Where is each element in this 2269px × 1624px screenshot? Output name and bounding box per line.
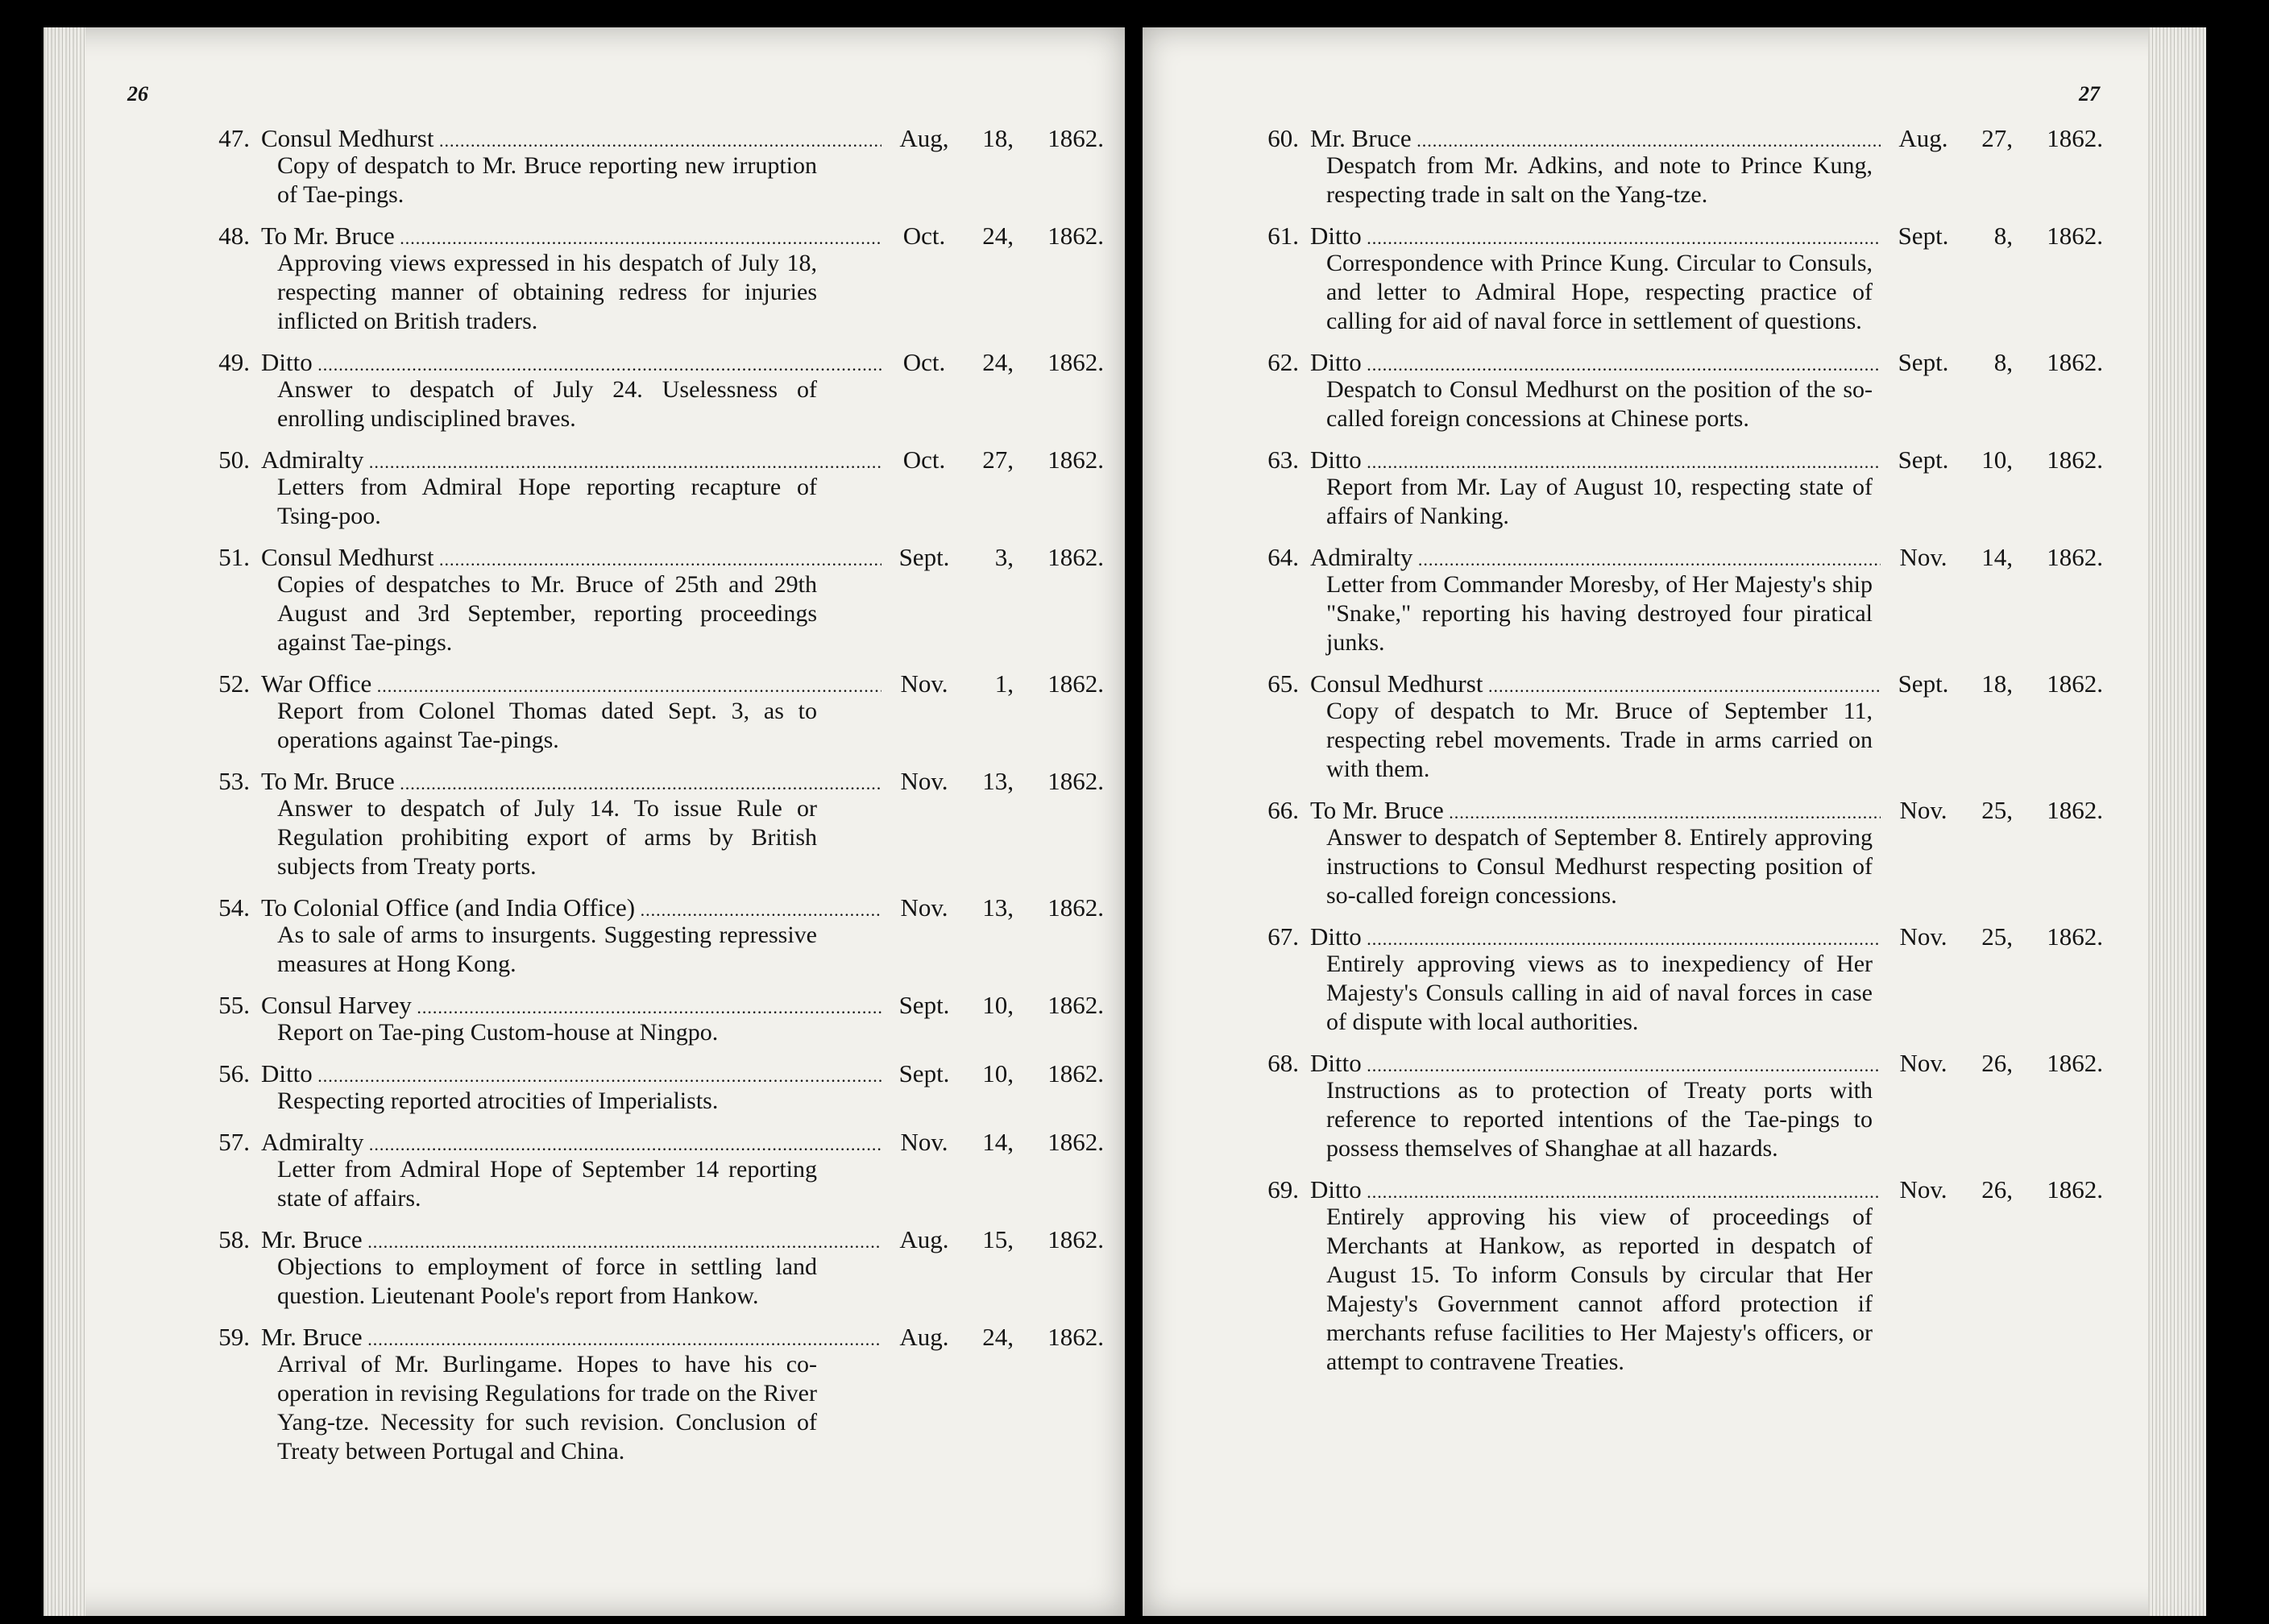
entry-title: To Mr. Bruce ..... [1310,796,1881,825]
entry-month: Nov. [1899,1175,1948,1204]
entry-date [881,1128,1104,1157]
entry-description: Answer to despatch of September 8. Entirely approving instructions to Consul Medhurst respecting position of so-called foreign concessions. [1326,824,1873,909]
entry-number: 66. [1267,796,1299,824]
entry-description: Objections to employment of force in settling land question. Lieutenant Poole's report from Hankow. [277,1253,817,1309]
entry-day: 25, [1981,922,2013,951]
entry-description: Report from Colonel Thomas dated Sept. 3, as to operations against Tae-pings. [277,698,817,753]
entry-month: Sept. [1898,222,1949,250]
entry-number: 54. [218,893,250,922]
entry-description: Arrival of Mr. Burlingame. Hopes to have his co-operation in revising Regulations for trade on the River Yang-tze. Necessity for such revision. Conclusion of Treaty between Portugal and China. [277,1351,817,1464]
entry-date [881,222,1104,251]
entry-year: 1862. [2047,124,2103,152]
entry-year: 1862. [1047,1059,1104,1088]
list-item [189,1128,1115,1213]
entry-year: 1862. [1047,543,1104,571]
left-page [44,27,1125,1616]
entry-month: Sept. [898,1059,950,1088]
entry-number: 53. [218,767,250,795]
entry-title: Consul Harvey ..... [261,991,881,1020]
entry-number: 51. [218,543,250,571]
entry-month: Aug. [899,1225,949,1253]
entry-list [189,124,1115,1478]
list-item [189,991,1115,1047]
entry-year: 1862. [2047,1175,2103,1204]
entry-year: 1862. [1047,1323,1104,1351]
list-item [1238,348,2148,433]
entry-date [881,445,1104,474]
entry-title: Ditto ..... [1310,445,1881,474]
entry-year: 1862. [1047,348,1104,376]
entry-month: Aug, [899,124,949,152]
entry-number: 49. [218,348,250,376]
entry-description: Despatch to Consul Medhurst on the position of the so-called foreign concessions at Chinese ports. [1326,376,1873,432]
list-item [189,124,1115,209]
entry-year: 1862. [2047,222,2103,250]
list-item [189,669,1115,755]
entry-title: To Mr. Bruce ..... [261,222,881,251]
entry-date [881,348,1104,377]
entry-number: 65. [1267,669,1299,698]
entry-description: Entirely approving views as to inexpediency of Her Majesty's Consuls calling in aid of naval forces in case of dispute with local authorities. [1326,951,1873,1035]
entry-number: 63. [1267,445,1299,474]
entry-day: 24, [982,348,1014,376]
list-item [1238,796,2148,910]
entry-day: 18, [1981,669,2013,698]
entry-day: 24, [982,222,1014,250]
entry-description: Entirely approving his view of proceedings of Merchants at Hankow, as reported in despatch of August 15. To inform Consuls by circular that Her Majesty's Government cannot afford protection if merchants refuse facilities to Her Majesty's officers, or attempt to contravene Treaties. [1326,1204,1873,1375]
entry-month: Oct. [902,222,946,250]
entry-month: Nov. [1899,1049,1948,1077]
entry-day: 10, [1981,445,2013,474]
entry-number: 69. [1267,1175,1299,1204]
entry-month: Nov. [1899,543,1948,571]
entry-date [881,767,1104,796]
entry-year: 1862. [2047,445,2103,474]
entry-title: Admiralty ..... [1310,543,1881,572]
list-item [189,1323,1115,1466]
entry-number: 55. [218,991,250,1019]
entry-date [1881,445,2103,474]
entry-day: 25, [1981,796,2013,824]
list-item [189,893,1115,979]
entry-day: 24, [982,1323,1014,1351]
entry-description: Answer to despatch of July 14. To issue Rule or Regulation prohibiting export of arms by British subjects from Treaty ports. [277,795,817,880]
entry-title: Consul Medhurst ..... [261,124,881,153]
entry-day: 10, [982,1059,1014,1088]
entry-year: 1862. [1047,991,1104,1019]
entry-number: 64. [1267,543,1299,571]
entry-title: Ditto ..... [1310,922,1881,951]
entry-date [1881,796,2103,825]
list-item [189,543,1115,657]
entry-day: 13, [982,767,1014,795]
entry-year: 1862. [1047,893,1104,922]
entry-year: 1862. [2047,922,2103,951]
entry-number: 56. [218,1059,250,1088]
entry-description: Approving views expressed in his despatch of July 18, respecting manner of obtaining redress for injuries inflicted on British traders. [277,250,817,334]
entry-date [1881,922,2103,951]
entry-year: 1862. [1047,669,1104,698]
entry-date [881,1225,1104,1254]
entry-day: 14, [1981,543,2013,571]
entry-description: Letters from Admiral Hope reporting recapture of Tsing-poo. [277,474,817,529]
entry-year: 1862. [2047,669,2103,698]
entry-day: 18, [982,124,1014,152]
entry-day: 27, [1981,124,2013,152]
entry-description: Report on Tae-ping Custom-house at Ningpo. [277,1019,719,1046]
entry-month: Aug. [899,1323,949,1351]
entry-date [881,1323,1104,1352]
entry-year: 1862. [1047,1128,1104,1156]
page-number: 27 [2079,82,2100,106]
entry-number: 50. [218,445,250,474]
entry-day: 14, [982,1128,1014,1156]
entry-date [1881,124,2103,153]
entry-date [881,669,1104,698]
entry-title: Ditto ..... [1310,1049,1881,1078]
entry-number: 68. [1267,1049,1299,1077]
list-item [1238,669,2148,784]
entry-title: War Office ..... [261,669,881,698]
entry-title: Mr. Bruce ..... [261,1323,881,1352]
entry-day: 1, [994,669,1014,698]
entry-date [1881,222,2103,251]
entry-description: Letter from Commander Moresby, of Her Majesty's ship "Snake," reporting his having destroyed four piratical junks. [1326,571,1873,656]
entry-date [881,543,1104,572]
entry-month: Sept. [1898,669,1949,698]
entry-title: Mr. Bruce ..... [261,1225,881,1254]
entry-description: Instructions as to protection of Treaty ports with reference to reported intentions of the Tae-pings to possess themselves of Shanghae at all hazards. [1326,1077,1873,1162]
entry-month: Oct. [902,445,946,474]
entry-year: 1862. [2047,348,2103,376]
entry-number: 52. [218,669,250,698]
list-item [1238,922,2148,1037]
right-page [1143,27,2206,1616]
list-item [189,767,1115,881]
list-item [189,222,1115,336]
entry-title: To Colonial Office (and India Office) ..... [261,893,881,922]
entry-number: 58. [218,1225,250,1253]
entry-month: Nov. [900,1128,948,1156]
entry-title: Ditto ..... [1310,348,1881,377]
entry-day: 13, [982,893,1014,922]
entry-year: 1862. [2047,796,2103,824]
entry-year: 1862. [2047,1049,2103,1077]
entry-description: Respecting reported atrocities of Imperialists. [277,1088,719,1114]
entry-list [1238,124,2148,1389]
list-item [189,1059,1115,1116]
entry-title: Ditto ..... [1310,1175,1881,1204]
entry-month: Nov. [1899,796,1948,824]
entry-date [1881,543,2103,572]
entry-month: Nov. [1899,922,1948,951]
entry-date [881,893,1104,922]
entry-month: Sept. [1898,445,1949,474]
entry-day: 8, [1993,348,2013,376]
entry-year: 1862. [1047,124,1104,152]
entry-date [881,124,1104,153]
entry-month: Nov. [900,669,948,698]
entry-title: Ditto ..... [261,348,881,377]
entry-year: 1862. [1047,222,1104,250]
entry-title: Ditto ..... [1310,222,1881,251]
entry-day: 26, [1981,1049,2013,1077]
entry-title: Consul Medhurst ..... [261,543,881,572]
entry-number: 57. [218,1128,250,1156]
entry-title: Admiralty ..... [261,445,881,474]
entry-title: Consul Medhurst ..... [1310,669,1881,698]
entry-description: Despatch from Mr. Adkins, and note to Prince Kung, respecting trade in salt on the Yang-tze. [1326,152,1873,208]
entry-day: 26, [1981,1175,2013,1204]
entry-month: Aug. [1898,124,1948,152]
entry-number: 47. [218,124,250,152]
entry-day: 15, [982,1225,1014,1253]
entry-number: 62. [1267,348,1299,376]
page-number: 26 [127,82,148,106]
entry-day: 3, [994,543,1014,571]
entry-year: 1862. [2047,543,2103,571]
entry-description: Answer to despatch of July 24. Uselessness of enrolling undisciplined braves. [277,376,817,432]
entry-title: Ditto ..... [261,1059,881,1088]
entry-day: 10, [982,991,1014,1019]
list-item [189,445,1115,531]
entry-day: 8, [1993,222,2013,250]
entry-date [881,1059,1104,1088]
entry-description: Correspondence with Prince Kung. Circular to Consuls, and letter to Admiral Hope, respecting practice of calling for aid of naval force in settlement of questions. [1326,250,1873,334]
entry-number: 48. [218,222,250,250]
entry-number: 67. [1267,922,1299,951]
entry-day: 27, [982,445,1014,474]
entry-date [1881,348,2103,377]
entry-title: To Mr. Bruce ..... [261,767,881,796]
entry-description: Report from Mr. Lay of August 10, respecting state of affairs of Nanking. [1326,474,1873,529]
list-item [1238,1049,2148,1163]
entry-number: 61. [1267,222,1299,250]
entry-description: Letter from Admiral Hope of September 14 reporting state of affairs. [277,1156,817,1212]
entry-description: Copy of despatch to Mr. Bruce reporting new irruption of Tae-pings. [277,152,817,208]
list-item [189,348,1115,433]
entry-month: Nov. [900,893,948,922]
entry-month: Oct. [902,348,946,376]
entry-year: 1862. [1047,767,1104,795]
entry-number: 60. [1267,124,1299,152]
entry-description: As to sale of arms to insurgents. Suggesting repressive measures at Hong Kong. [277,922,817,977]
entry-month: Sept. [898,543,950,571]
entry-number: 59. [218,1323,250,1351]
entry-month: Nov. [900,767,948,795]
list-item [1238,222,2148,336]
entry-title: Admiralty ..... [261,1128,881,1157]
entry-description: Copies of despatches to Mr. Bruce of 25th and 29th August and 3rd September, reporting proceedings against Tae-pings. [277,571,817,656]
entry-title: Mr. Bruce ..... [1310,124,1881,153]
entry-month: Sept. [1898,348,1949,376]
entry-month: Sept. [898,991,950,1019]
list-item [1238,124,2148,209]
entry-year: 1862. [1047,1225,1104,1253]
list-item [1238,1175,2148,1377]
list-item [1238,445,2148,531]
list-item [189,1225,1115,1311]
entry-year: 1862. [1047,445,1104,474]
entry-date [1881,1175,2103,1204]
entry-date [1881,1049,2103,1078]
list-item [1238,543,2148,657]
entry-date [881,991,1104,1020]
entry-date [1881,669,2103,698]
entry-description: Copy of despatch to Mr. Bruce of September 11, respecting rebel movements. Trade in arms carried on with them. [1326,698,1873,782]
